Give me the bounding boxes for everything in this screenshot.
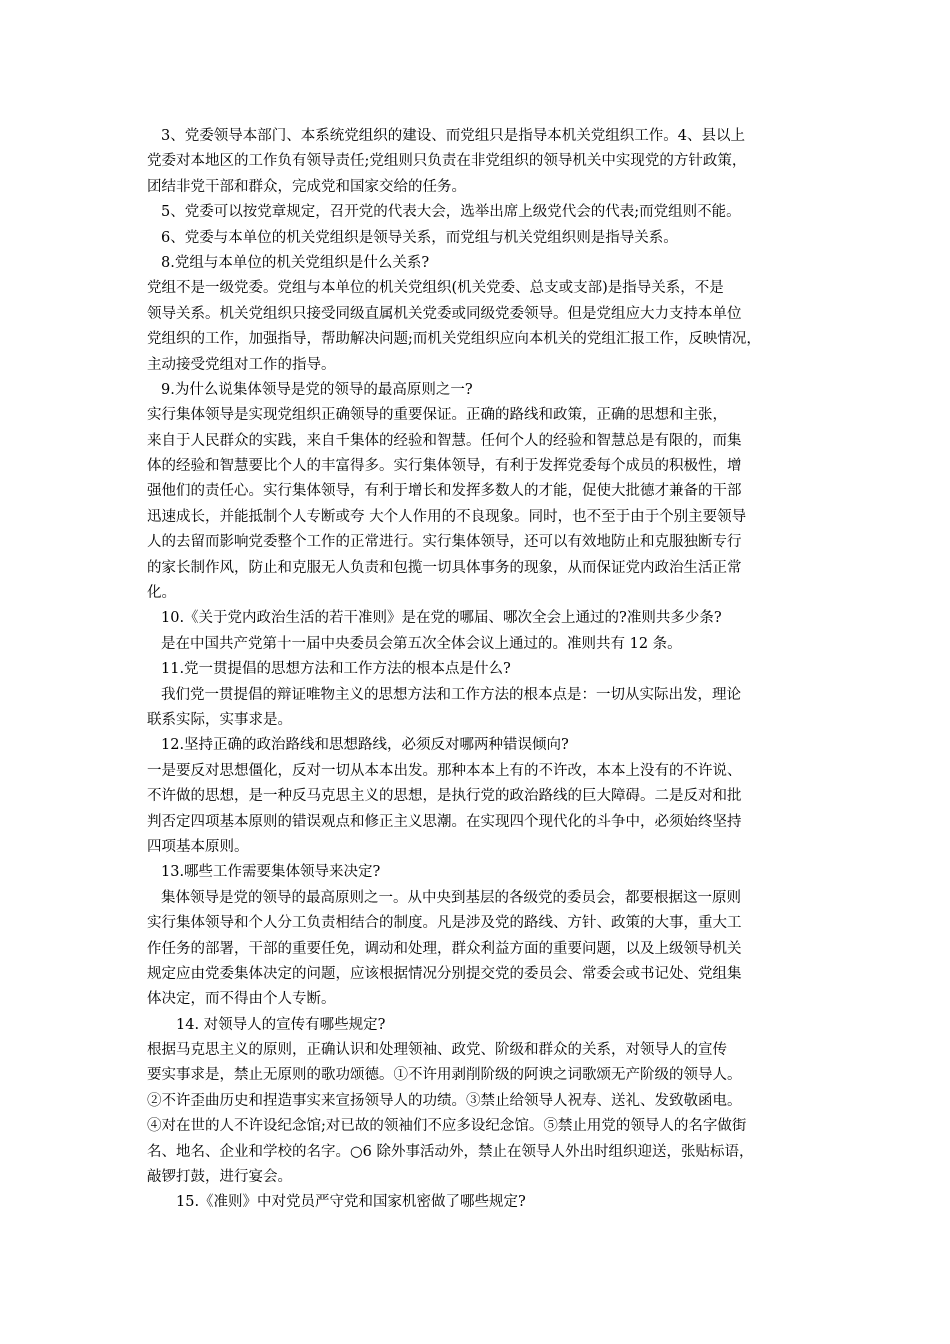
question-heading: 9.为什么说集体领导是党的领导的最高原则之一? xyxy=(161,381,473,398)
text-line: 实行集体领导和个人分工负责相结合的制度。凡是涉及党的路线、方针、政策的大事，重大工 xyxy=(147,915,742,932)
text-line: 主动接受党组对工作的指导。 xyxy=(147,356,336,373)
text-line: 根据马克思主义的原则，正确认识和处理领袖、政党、阶级和群众的关系，对领导人的宣传 xyxy=(147,1042,727,1059)
question-heading: 8.党组与本单位的机关党组织是什么关系? xyxy=(161,254,430,271)
text-line: 党组织的工作，加强指导，帮助解决问题;而机关党组织应向本机关的党组汇报工作，反映情况， xyxy=(147,331,761,348)
question-heading: 12.坚持正确的政治路线和思想路线，必须反对哪两种错误倾向? xyxy=(161,737,569,754)
question-heading: 15.《准则》中对党员严守党和国家机密做了哪些规定? xyxy=(176,1194,526,1211)
text-line: 集体领导是党的领导的最高原则之一。从中央到基层的各级党的委员会，都要根据这一原则 xyxy=(161,889,741,906)
text-line: 不许做的思想，是一种反马克思主义的思想，是执行党的政治路线的巨大障碍。二是反对和批 xyxy=(147,788,742,805)
question-heading: 10.《关于党内政治生活的若干准则》是在党的哪届、哪次全会上通过的?准则共多少条? xyxy=(161,610,722,627)
document-body xyxy=(147,124,811,1216)
text-line: 人的去留而影响党委整个工作的正常进行。实行集体领导，还可以有效地防止和克服独断专行 xyxy=(147,534,742,551)
text-line: ④对在世的人不许设纪念馆;对已故的领袖们不应多设纪念馆。⑤禁止用党的领导人的名字做街 xyxy=(147,1118,747,1135)
text-line: 来自于人民群众的实践，来自千集体的经验和智慧。任何个人的经验和智慧总是有限的，而集 xyxy=(147,432,742,449)
text-line: 敲锣打鼓，进行宴会。 xyxy=(147,1169,292,1186)
question-heading: 11.党一贯提倡的思想方法和工作方法的根本点是什么? xyxy=(161,661,511,678)
text-line: 名、地名、企业和学校的名字。○6 除外事活动外，禁止在领导人外出时组织迎送，张贴标语， xyxy=(147,1143,754,1160)
text-line: 一是要反对思想僵化，反对一切从本本出发。那种本本上有的不许改，本本上没有的不许说、 xyxy=(147,762,742,779)
question-heading: 13.哪些工作需要集体领导来决定? xyxy=(161,864,381,881)
text-line: 的家长制作风，防止和克服无人负责和包揽一切具体事务的现象，从而保证党内政治生活正常 xyxy=(147,559,742,576)
text-line: 党组不是一级党委。党组与本单位的机关党组织(机关党委、总支或支部)是指导关系，不是 xyxy=(147,280,724,297)
text-line: 党委对本地区的工作负有领导责任;党组则只负责在非党组织的领导机关中实现党的方针政策， xyxy=(147,153,747,170)
text-line: 作任务的部署，干部的重要任免，调动和处理，群众利益方面的重要问题，以及上级领导机关 xyxy=(147,940,742,957)
question-heading: 14. 对领导人的宣传有哪些规定? xyxy=(176,1016,386,1033)
text-line: 四项基本原则。 xyxy=(147,838,249,855)
text-line: 体的经验和智慧要比个人的丰富得多。实行集体领导，有利于发挥党委每个成员的积极性，增 xyxy=(147,458,742,475)
text-line: 3、党委领导本部门、本系统党组织的建设、而党组只是指导本机关党组织工作。4、县以上 xyxy=(161,128,745,144)
text-line: 实行集体领导是实现党组织正确领导的重要保证。正确的路线和政策，正确的思想和主张， xyxy=(147,407,727,424)
text-line: 6、党委与本单位的机关党组织是领导关系，而党组与机关党组织则是指导关系。 xyxy=(161,229,678,246)
text-line: 联系实际，实事求是。 xyxy=(147,711,292,728)
text-line: 我们党一贯提倡的辩证唯物主义的思想方法和工作方法的根本点是：一切从实际出发，理论 xyxy=(161,686,741,703)
text-line: ②不许歪曲历史和捏造事实来宣扬领导人的功绩。③禁止给领导人祝寿、送礼、发致敬函电。 xyxy=(147,1092,742,1109)
text-line: 强他们的责任心。实行集体领导，有利于增长和发挥多数人的才能，促使大批德才兼备的干部 xyxy=(147,483,742,500)
text-line: 体决定，而不得由个人专断。 xyxy=(147,991,336,1008)
text-line: 规定应由党委集体决定的问题，应该根据情况分别提交党的委员会、常委会或书记处、党组集 xyxy=(147,965,742,982)
text-line: 5、党委可以按党章规定，召开党的代表大会，选举出席上级党代会的代表;而党组则不能。 xyxy=(161,204,741,221)
text-line: 迅速成长，并能抵制个人专断或夸 大个人作用的不良现象。同时，也不至于由于个别主要领导 xyxy=(147,508,747,525)
text-line: 要实事求是，禁止无原则的歌功颂德。①不许用剥削阶级的阿谀之词歌颂无产阶级的领导人。 xyxy=(147,1067,742,1084)
text-line: 是在中国共产党第十一届中央委员会第五次全体会议上通过的。准则共有 12 条。 xyxy=(161,635,682,652)
text-line: 领导关系。机关党组织只接受同级直属机关党委或同级党委领导。但是党组应大力支持本单位 xyxy=(147,305,742,322)
text-line: 团结非党干部和群众，完成党和国家交给的任务。 xyxy=(147,178,466,195)
text-line: 化。 xyxy=(147,585,176,602)
text-line: 判否定四项基本原则的错误观点和修正主义思潮。在实现四个现代化的斗争中，必须始终坚持 xyxy=(147,813,742,830)
